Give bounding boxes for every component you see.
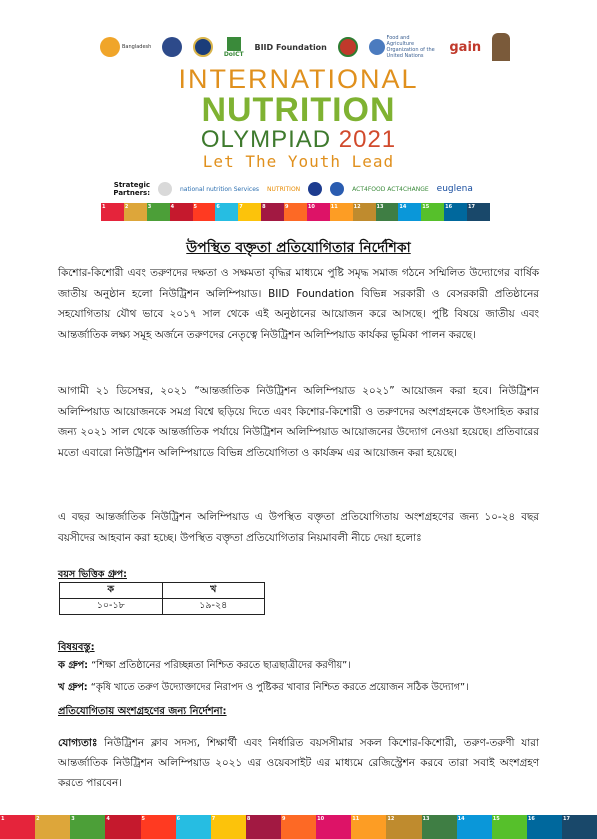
sdg-strip-top: [101, 203, 490, 221]
sdg-goal-tile: 11: [330, 203, 353, 221]
sdg-goal-tile: 16: [527, 815, 562, 839]
portrait-image: [492, 33, 510, 61]
document-heading: উপস্থিত বক্তৃতা প্রতিযোগিতার নির্দেশিকা: [186, 240, 411, 256]
partner-nutrition: NUTRITION: [267, 185, 301, 193]
seal-logo-1: [162, 37, 182, 57]
sdg-goal-tile: 3: [70, 815, 105, 839]
sdg-goal-tile: 7: [211, 815, 246, 839]
sdg-goal-tile: 17: [562, 815, 597, 839]
subject-label: বিষয়বস্তু:: [58, 642, 95, 653]
doict-icon: [227, 37, 241, 51]
sdg-goal-tile: 8: [246, 815, 281, 839]
sdg-goal-tile: 2: [124, 203, 147, 221]
title-nutrition: NUTRITION: [201, 91, 396, 129]
fao-logo: Food and Agriculture Organization of the United Nations: [369, 35, 439, 59]
sdg-goal-tile: 5: [193, 203, 216, 221]
sdg-goal-tile: 2: [35, 815, 70, 839]
sdg-goal-tile: 11: [351, 815, 386, 839]
invitation-paragraph: এ বছর আন্তর্জাতিক নিউট্রিশন অলিম্পিয়াড এ উপস্থিত বক্তৃতা প্রতিযোগিতায় অংশগ্রহণের জন্য ১০-২৪ বছর বয়সীদের আহবান করা হচ্ছে। উপস্থিত বক্তৃতা প্রতিযোগিতার নিয়মাবলী নীচে দেয়া হলোঃ: [58, 511, 539, 544]
sdg-goal-tile: 13: [376, 203, 399, 221]
age-group-table: [59, 582, 265, 615]
gain-logo: gain: [449, 39, 482, 55]
age-group-label: বয়স ভিত্তিক গ্রুপ:: [58, 569, 127, 580]
sdg-goal-tile: 6: [176, 815, 211, 839]
partner-nns: national nutrition Services: [180, 185, 260, 193]
sdg-strip-bottom: [0, 815, 597, 839]
topic-group-kh: খ গ্রুপ: “কৃষি খাতে তরুণ উদ্যোক্তাদের নিরাপদ ও পুষ্টিকর খাবার নিশ্চিত করতে প্রয়োজন সঠিক উদ্যোগ”।: [58, 682, 469, 693]
partner-seal-icon: [330, 182, 344, 196]
sdg-goal-tile: 10: [316, 815, 351, 839]
sdg-goal-tile: 8: [261, 203, 284, 221]
event-paragraph: আগামী ২১ ডিসেম্বর, ২০২১ “আন্তর্জাতিক নিউট্রিশন অলিম্পিয়াড ২০২১” আয়োজন করা হবে। নিউট্রিশন অলিম্পিয়াড আয়োজনকে সমগ্র বিশ্বে ছড়িয়ে দিতে এবং কিশোর-কিশোরী ও তরুণদের অংশগ্রহনকে উৎসাহিত করার জন্য ২০২১ সাল থেকে আন্তর্জাতিক পর্যায়ে নিউট্রিশন অলিম্পিয়াড আয়োজনের উদ্যোগ নেওয়া হয়েছে। প্রতিবারের মতো এবারো নিউট্রিশন অলিম্পিয়াডে বিভিন্ন প্রতিযোগিতা ও কার্যক্রম এর আয়োজন করা হয়েছে।: [58, 385, 539, 459]
sdg-goal-tile: 9: [281, 815, 316, 839]
sdg-goal-tile: 5: [141, 815, 176, 839]
fao-icon: [369, 39, 385, 55]
sdg-goal-tile: 4: [170, 203, 193, 221]
sdg-goal-tile: 12: [353, 203, 376, 221]
sdg-goal-tile: 13: [422, 815, 457, 839]
sdg-goal-tile: 14: [398, 203, 421, 221]
eligibility-paragraph: যোগ্যতাঃ নিউট্রিশন ক্লাব সদস্য, শিক্ষার্থী এবং নির্ধারিত বয়সসীমার সকল কিশোর-কিশোরী, তরুণ-তরুণী যারা আন্তর্জাতিক নিউট্রিশন অলিম্পিয়াড ২০২১ এর ওয়েবসাইট এর মাধ্যমে রেজিস্ট্রেশন করবে তারা সবাই অংশগ্রহণ করতে পারবেন।: [58, 737, 539, 789]
sponsor-logos: [100, 30, 510, 64]
digital-bangladesh-logo: Bangladesh: [100, 37, 151, 57]
intro-paragraph: কিশোর-কিশোরী এবং তরুণদের দক্ষতা ও সক্ষমতা বৃদ্ধির মাধ্যমে পুষ্টি সমৃদ্ধ সমাজ গঠনে সম্মিলিত উদ্যোগের বার্ষিক জাতীয় অনুষ্ঠান হলো নিউট্রিশন অলিম্পিয়াড। BIID Foundation বিভিন্ন সরকারী ও বেসরকারী প্রতিষ্ঠানের সহযোগিতায় যৌথ ভাবে ২০১৭ সাল থেকে এই অনুষ্ঠানের আয়োজন করে আসছে। পুষ্টি বিষয়ে জাতীয় এবং আন্তর্জাতিক লক্ষ্য সমূহ অর্জনে তরুণদের নেতৃত্বে নিউট্রিশন অলিম্পিয়াড কার্যকর ভূমিকা পালন করছে।: [58, 267, 539, 341]
instructions-label: প্রতিযোগিতায় অংশগ্রহণের জন্য নির্দেশনা:: [58, 706, 227, 717]
sdg-goal-tile: 15: [492, 815, 527, 839]
portrait-icon: [492, 33, 510, 61]
seal-icon: [193, 37, 213, 57]
strategic-partners-label: Strategic Partners:: [113, 181, 150, 197]
title-tagline: Let The Youth Lead: [202, 152, 395, 171]
sdg-goal-tile: 4: [105, 815, 140, 839]
doict-logo: DoICT: [224, 37, 244, 58]
govt-seal-icon: [338, 37, 358, 57]
partner-seal-icon: [158, 182, 172, 196]
title-olympiad: OLYMPIAD 2021: [200, 126, 397, 153]
sdg-goal-tile: 10: [307, 203, 330, 221]
partner-euglena: euglena: [436, 184, 473, 194]
age-group-header-kh: খ: [162, 583, 265, 599]
sdg-goal-tile: 15: [421, 203, 444, 221]
partner-seal-icon: [308, 182, 322, 196]
sdg-goal-tile: 1: [0, 815, 35, 839]
sdg-goal-tile: 17: [467, 203, 490, 221]
partner-act4food: ACT4FOOD ACT4CHANGE: [352, 185, 429, 193]
sdg-goal-tile: 7: [238, 203, 261, 221]
seal-logo-2: [193, 37, 213, 57]
seal-icon: [162, 37, 182, 57]
sdg-goal-tile: 1: [101, 203, 124, 221]
strategic-partners: [110, 178, 500, 200]
sdg-goal-tile: 12: [386, 815, 421, 839]
bangladesh-government-logo: [338, 37, 358, 57]
sdg-goal-tile: 16: [444, 203, 467, 221]
digital-bangladesh-icon: [100, 37, 120, 57]
sdg-goal-tile: 6: [215, 203, 238, 221]
age-group-header-k: ক: [60, 583, 163, 599]
title-international: INTERNATIONAL: [178, 64, 419, 94]
age-group-value-k: ১০-১৮: [60, 599, 163, 615]
sdg-goal-tile: 3: [147, 203, 170, 221]
topic-group-k: ক গ্রুপ: “শিক্ষা প্রতিষ্ঠানের পরিচ্ছন্নতা নিশ্চিত করতে ছাত্রছাত্রীদের করণীয়”।: [58, 660, 351, 671]
biid-foundation-logo: BIID Foundation: [254, 42, 327, 52]
sdg-goal-tile: 14: [457, 815, 492, 839]
sdg-goal-tile: 9: [284, 203, 307, 221]
age-group-value-kh: ১৯-২৪: [162, 599, 265, 615]
